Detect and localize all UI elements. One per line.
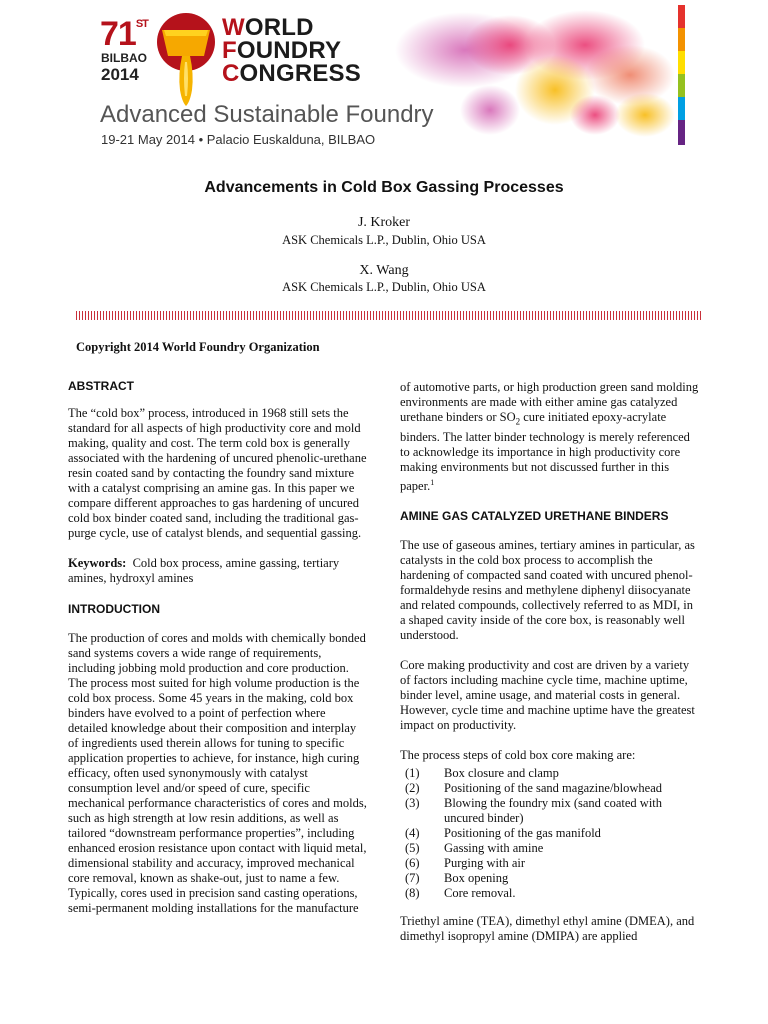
steps-intro: The process steps of cold box core making are: bbox=[400, 747, 636, 762]
congress-year: 2014 bbox=[101, 65, 139, 84]
process-steps-list bbox=[400, 766, 700, 901]
copyright-notice: Copyright 2014 World Foundry Organization bbox=[76, 340, 320, 354]
closing-paragraph-block bbox=[400, 914, 700, 944]
keywords bbox=[68, 556, 368, 586]
list-item: (1) Box closure and clamp bbox=[405, 766, 559, 780]
author-name: X. Wang bbox=[359, 263, 409, 278]
list-item: (6) Purging with air bbox=[405, 856, 526, 870]
world-map-graphic bbox=[395, 5, 680, 145]
introduction-text: The production of cores and molds with chemically bonded sand systems covers a wide range of requirements, including jobbing mold production and core production. The process most suited for high volume production is the cold box process. Some 45 years in the making, cold box binders have evolved to a point of perfection where detailed knowledge about their composition and interplay of ingredients used therein allows for tuning to specific application properties to achieve, for instance, high curing efficacy, often used synonymously with catalyst consumption level and/or speed of cure, specific mechanical performance characteristics of cores and molds, such as high strength at low resin additions, as well as tailored “downstream performance properties”, including enhanced erosion resistance upon contact with liquid metal, dimensional stability and accuracy, improved mechanical core removal, known as shake-out, just to name a few. Typically, cores used in precision sand casting operations, semi-permanent molding installations for the manufacture bbox=[68, 631, 367, 915]
keywords-label: Keywords: bbox=[68, 556, 127, 570]
color-stripe-5 bbox=[678, 97, 685, 120]
keywords-text: Cold box process, amine gassing, tertiary amines, hydroxyl amines bbox=[68, 556, 340, 585]
color-stripe-4 bbox=[678, 74, 685, 97]
color-stripe-6 bbox=[678, 120, 685, 145]
continued-paragraph: of automotive parts, or high production green sand molding environments are made with either amine gas catalyzed urethane binders or $SO_2$ cure initiated epoxy-acrylate binders. The latter binder technology is merely referenced to acknowledge its importance in high productivity core making environments but not discussed further in this paper.$^1$ bbox=[400, 380, 699, 493]
list-item: (2) Positioning of the sand magazine/blowhead bbox=[405, 781, 663, 795]
color-stripe-2 bbox=[678, 28, 685, 51]
abstract-heading: ABSTRACT bbox=[68, 379, 134, 393]
footnote-ref: 1 bbox=[430, 477, 435, 487]
section-divider bbox=[76, 311, 701, 320]
color-stripe-3 bbox=[678, 51, 685, 74]
congress-ordinal: 71ST bbox=[100, 15, 148, 53]
amine-paragraph-2: Core making productivity and cost are driven by a variety of factors including machine cycle time, machine uptime, binder level, amine usage, and material costs in general. However, cycle time and machine uptime have the greatest impact on productivity. bbox=[400, 657, 695, 732]
right-column bbox=[400, 380, 700, 763]
list-item: (3) Blowing the foundry mix (sand coated with uncured binder) bbox=[405, 796, 663, 825]
introduction-heading: INTRODUCTION bbox=[68, 602, 160, 616]
author-name: J. Kroker bbox=[357, 215, 411, 230]
amine-paragraph-1: The use of gaseous amines, tertiary amines in particular, as catalysts in the cold box process to accomplish the hardening of compacted sand coated with uncured phenol-formaldehyde resins and methylene diphenyl diisocyanate and related compounds, collectively referred to as MDI, in a shaped cavity inside of the core box, is reasonably well understood. bbox=[400, 537, 695, 642]
list-item: (5) Gassing with amine bbox=[405, 841, 544, 855]
closing-paragraph: Triethyl amine (TEA), dimethyl ethyl amine (DMEA), and dimethyl isopropyl amine (DMIPA) are applied bbox=[400, 914, 695, 943]
amine-section-heading: AMINE GAS CATALYZED URETHANE BINDERS bbox=[400, 508, 669, 523]
list-item: (8) Core removal. bbox=[405, 886, 516, 900]
color-stripe-1 bbox=[678, 5, 685, 28]
congress-city: BILBAO bbox=[101, 51, 147, 65]
conference-dateline: 19-21 May 2014 • Palacio Euskalduna, BILBAO bbox=[101, 132, 376, 147]
author-affiliation: ASK Chemicals L.P., Dublin, Ohio USA bbox=[282, 233, 486, 247]
list-item: (4) Positioning of the gas manifold bbox=[405, 826, 601, 840]
left-column bbox=[68, 380, 368, 916]
paper-title: Advancements in Cold Box Gassing Processes bbox=[204, 179, 564, 196]
list-item: (7) Box opening bbox=[405, 871, 509, 885]
congress-wordmark: WORLD FOUNDRY CONGRESS bbox=[222, 14, 361, 87]
crucible-logo-icon bbox=[148, 12, 224, 107]
author-affiliation: ASK Chemicals L.P., Dublin, Ohio USA bbox=[282, 280, 486, 294]
conference-tagline: Advanced Sustainable Foundry bbox=[100, 101, 434, 128]
abstract-text: The “cold box” process, introduced in 1968 still sets the standard for all aspects of high productivity core and mold making, quality and cost. The term cold box is generally associated with the hardening of uncured phenolic-urethane resin coated sand by contacting the foundry sand mixture with a catalyst comprising an amine gas. In this paper we compare different approaches to gas hardening of uncured cold box binder coated sand, including the traditional gas-purge cycle, use of catalyst blends, and sequential gassing. bbox=[68, 406, 367, 540]
